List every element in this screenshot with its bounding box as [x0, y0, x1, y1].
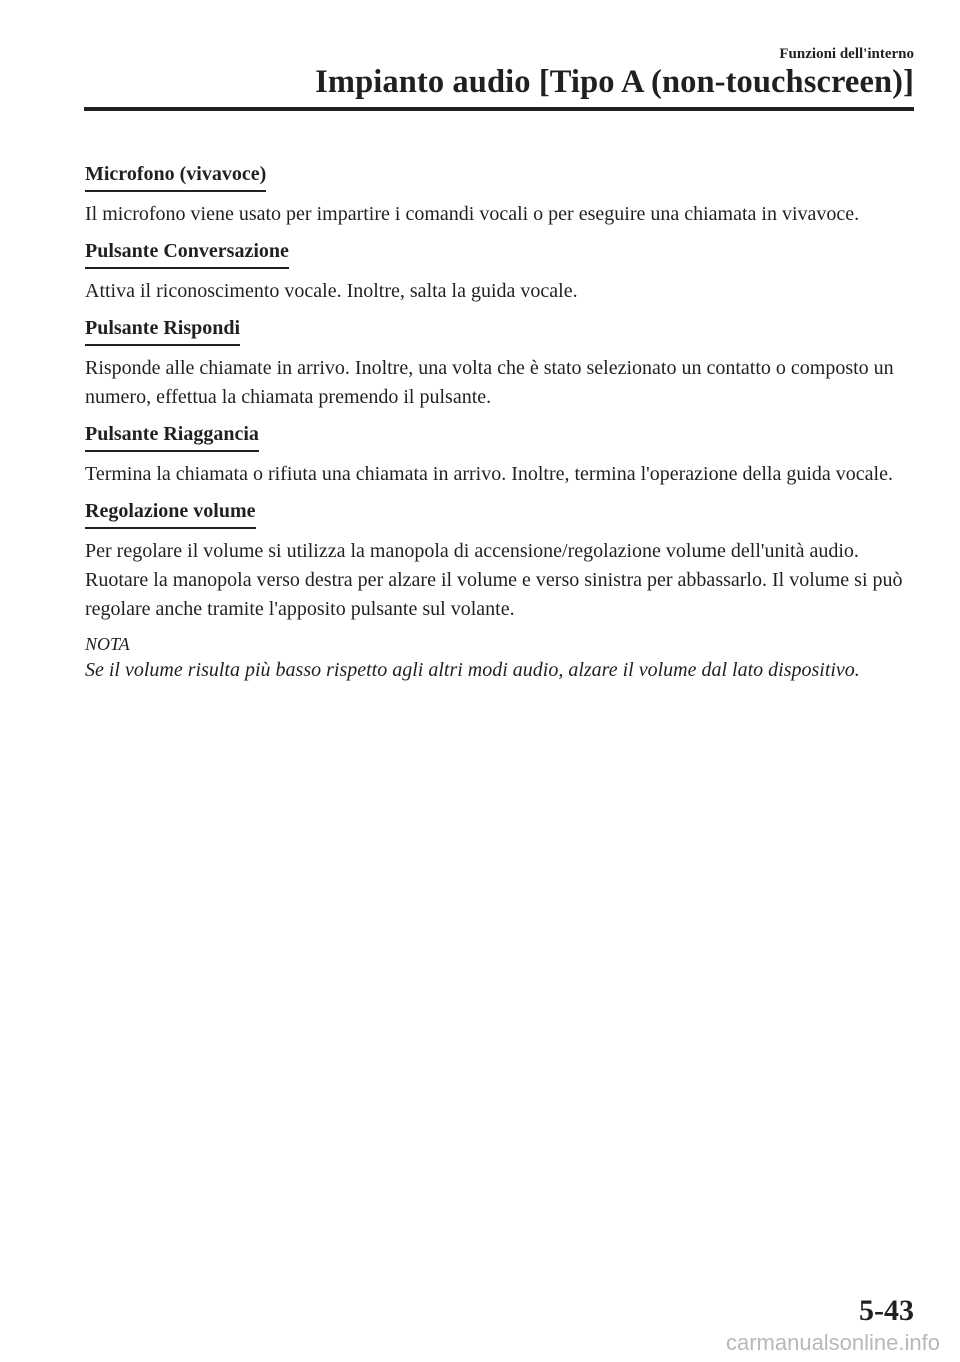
page-number: 5-43 [859, 1294, 914, 1327]
section-text: Risponde alle chiamate in arrivo. Inoltre, una volta che è stato selezionato un contatto o composto un numero, effettua la chiamata premendo il pulsante. [85, 357, 894, 408]
section-microfono [85, 160, 925, 229]
section-heading: Microfono (vivavoce) [85, 160, 266, 192]
section-pulsante-riaggancia [85, 420, 925, 489]
section-text: Attiva il riconoscimento vocale. Inoltre, salta la guida vocale. [85, 280, 578, 302]
header-divider [84, 107, 914, 111]
section-text: Termina la chiamata o rifiuta una chiamata in arrivo. Inoltre, termina l'operazione della guida vocale. [85, 463, 893, 485]
page-title: Impianto audio [Tipo A (non-touchscreen)] [315, 64, 914, 100]
section-pulsante-conversazione [85, 237, 925, 306]
section-text: Il microfono viene usato per impartire i comandi vocali o per eseguire una chiamata in vivavoce. [85, 203, 860, 225]
section-heading: Regolazione volume [85, 497, 256, 529]
section-heading: Pulsante Rispondi [85, 314, 240, 346]
section-text: Per regolare il volume si utilizza la manopola di accensione/regolazione volume dell'unità audio. Ruotare la manopola verso destra per alzare il volume e verso sinistra per abbassarlo. Il volume si può regolare anche tramite l'apposito pulsante sul volante. [85, 540, 903, 620]
section-regolazione-volume [85, 497, 925, 624]
watermark: carmanualsonline.info [725, 1330, 940, 1355]
section-heading: Pulsante Riaggancia [85, 420, 259, 452]
header-section-name: Funzioni dell'interno [779, 46, 914, 62]
note-text: Se il volume risulta più basso rispetto agli altri modi audio, alzare il volume dal lato dispositivo. [85, 659, 860, 681]
section-heading: Pulsante Conversazione [85, 237, 289, 269]
note-box [85, 632, 925, 685]
main-content [85, 160, 925, 685]
section-pulsante-rispondi [85, 314, 925, 412]
note-label: NOTA [85, 634, 130, 654]
